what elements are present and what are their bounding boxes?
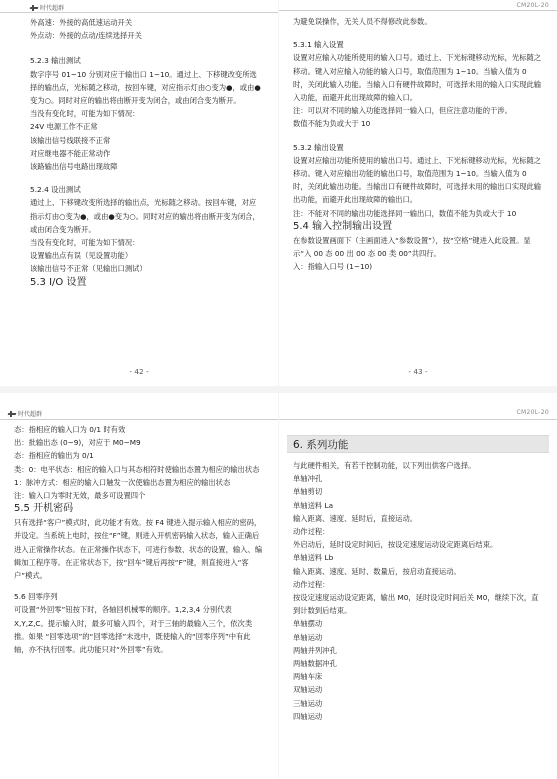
header-rule (0, 419, 278, 420)
page-body (293, 15, 543, 273)
section-heading: 5.3.1 输入设置 (293, 40, 344, 50)
list-item: 动作过程： (293, 527, 330, 537)
paragraph: 当没有变化时，可能为如下情况： (30, 238, 140, 248)
page-42 (0, 0, 278, 386)
page-number: - 43 - (408, 367, 428, 376)
section-heading: 5.4 输入控制输出设置 (293, 220, 393, 232)
header-rule (279, 419, 557, 420)
page-44 (0, 393, 278, 779)
section-heading: 5.6 回零序列 (14, 592, 58, 602)
paragraph: 态：指相应的输入口为 0/1 时有效 (14, 425, 126, 434)
page-body (30, 16, 262, 290)
list-item: 对应继电器不能正常动作 (30, 148, 111, 158)
list-item: 单轴送料 Lb (293, 553, 334, 563)
list-item: 动作过程： (293, 579, 330, 589)
paragraph: 注：输入口为零时无效，最多可设置四个 (14, 491, 146, 501)
header-rule (279, 10, 557, 11)
list-item: 双轴运动 (293, 685, 323, 695)
brand-logo (30, 3, 64, 12)
paragraph: 态：指相应的输出为 0/1 (14, 451, 94, 461)
page-43 (279, 0, 557, 386)
paragraph: 设置对应输出功能所使用的输出口号。通过上、下光标键移动光标，光标随之移动。键入对应输出功能的输出口号，取值范围为 1~10。当输入值为 0 时，关闭此输出功能。当输出口有硬件故障时，可选择未用的输出口实现此输出功能，而避开此出现故障的输出口。 (293, 155, 542, 205)
paragraph: 数字序号 01~10 分别对应于输出口 1~10。通过上、下移键改变所选择的输出点，光标随之移动，按回车键，对应指示灯由○变为●，或由●变为○。同时对应的输出将由断开变为闭合，或由闭合变为断开。 (30, 69, 261, 106)
list-item: 单轴运动 (293, 632, 323, 642)
paragraph: 出：批输出态 (0~9)，对应于 M0~M9 (14, 438, 141, 448)
paragraph: 注：不能对不同的输出功能选择同一输出口，数值不能为负或大于 10 (293, 208, 517, 218)
paragraph: 与此硬件相关，有若干控制功能，以下列出供客户选择。 (293, 461, 476, 470)
paragraph: 设置对应输入功能所使用的输入口号。通过上、下光标键移动光标，光标随之移动。键入对应输入功能的输入口号，取值范围为 1~10。当输入值为 0 时，关闭此输入功能。当输入口有硬件故障时，可选择未用的输入口实现此输入功能，而避开此出现故障的输入口。 (293, 53, 542, 103)
section-heading: 5.2.3 输出测试 (30, 56, 81, 66)
model-label: CM20L-20 (516, 409, 549, 416)
page-body (14, 423, 264, 656)
list-item: 该输出信号不正常（见输出口测试） (30, 264, 147, 274)
list-item: 两轴数据冲孔 (293, 659, 337, 669)
paragraph: 数值不能为负或大于 10 (293, 119, 371, 129)
list-item: 按设定速度运动设定距离，输出 M0，延时设定时间后关 M0，继续下次，直到计数到后结束。 (293, 593, 539, 616)
brand-logo (8, 409, 42, 418)
text-line: 外点动：外接的点动/连续选择开关 (30, 31, 142, 41)
paragraph: 类：0：电平状态：相应的输入口与其态相符时使输出态置为相应的输出状态 (14, 464, 260, 474)
model-label: CM20L-20 (516, 2, 549, 9)
paragraph: 入：指输入口号 (1~10) (293, 262, 373, 272)
logo-icon (30, 5, 38, 11)
paragraph: 1：脉冲方式：相应的输入口触发一次使输出态置为相应的输出状态 (14, 477, 231, 487)
brand-name: 时代超群 (18, 411, 43, 418)
paragraph: 注：可以对不同的输入功能选择同一输入口，但应注意功能的干涉。 (293, 106, 512, 116)
paragraph: 在参数设置画面下（主画面进入“参数设置”），按“空格”键进入此设置。显示“入 00 态 00 出 00 态 00 类 00”共四行。 (293, 235, 531, 259)
list-item: 两轴车床 (293, 672, 323, 682)
page-body (293, 459, 545, 723)
text-line: 外高速：外接的高低速运动开关 (30, 18, 133, 27)
list-item: 该路输出信号电路出现故障 (30, 162, 118, 172)
list-item: 输入距离、速度、延时后，直接运动。 (293, 513, 418, 523)
section-heading: 5.3 I/O 设置 (30, 276, 87, 288)
header-rule (0, 12, 278, 13)
list-item: 单轴剪切 (293, 487, 323, 497)
brand-name: 时代超群 (40, 5, 65, 12)
page-number: - 42 - (129, 367, 149, 376)
chapter-title: 6. 系列功能 (287, 435, 549, 453)
paragraph: 为避免误操作，无关人员不得修改此参数。 (293, 17, 432, 26)
paragraph: 可设置“外回零”钮按下时，各轴回机械零的顺序。1,2,3,4 分别代表 X,Y,Z,C。提示输入时，最多可输入四个，对于三轴的最输入三个，依次类推。如果 “回零选项”的“回零选择”未选中，既使输入的“回零序列”中有此轴，亦不执行回零。此功能只对“外回零”有效。 (14, 605, 253, 655)
list-item: 两轴并列冲孔 (293, 645, 337, 655)
list-item: 设置输出点有误（见设置功能） (30, 251, 133, 261)
list-item: 单轴冲孔 (293, 474, 323, 484)
section-heading: 5.2.4 设出测试 (30, 185, 81, 195)
logo-icon (8, 411, 16, 417)
list-item: 三轴运动 (293, 698, 323, 708)
list-item: 四轴运动 (293, 711, 323, 721)
paragraph: 当没有变化时，可能为如下情况： (30, 109, 140, 119)
list-item: 单轴摆动 (293, 619, 323, 629)
page-45 (279, 393, 557, 779)
list-item: 输入距离、速度、延时、数量后，按启动直接运动。 (293, 566, 461, 576)
list-item: 外启动后，延时设定时间后，按设定速度运动设定距离后结束。 (293, 540, 498, 550)
paragraph: 只有选择“客户”模式时，此功能才有效。按 F4 键进入提示输入相应的密码，并设定。当系统上电时，按住“F”键，则进入开机密码输入状态，输入正确后进入正常操作状态。在正常操作状态下，可进行参数、状态的设置，输入、编辑加工程序等。在正常状态下，按“回车”键后再按“F”键，则直接进入“客户”模式。 (14, 518, 263, 581)
section-heading: 5.5 开机密码 (14, 503, 74, 515)
list-item: 单轴送料 La (293, 500, 334, 510)
paragraph: 通过上、下移键改变所选择的输出点，光标随之移动。按回车键，对应指示灯由○变为●，或由●变为○。同时对应的输出将由断开变为闭合，或由闭合变为断开。 (30, 198, 260, 234)
list-item: 24V 电源工作不正常 (30, 122, 98, 132)
section-heading: 5.3.2 输出设置 (293, 142, 344, 152)
list-item: 该输出信号线联接不正常 (30, 135, 111, 145)
